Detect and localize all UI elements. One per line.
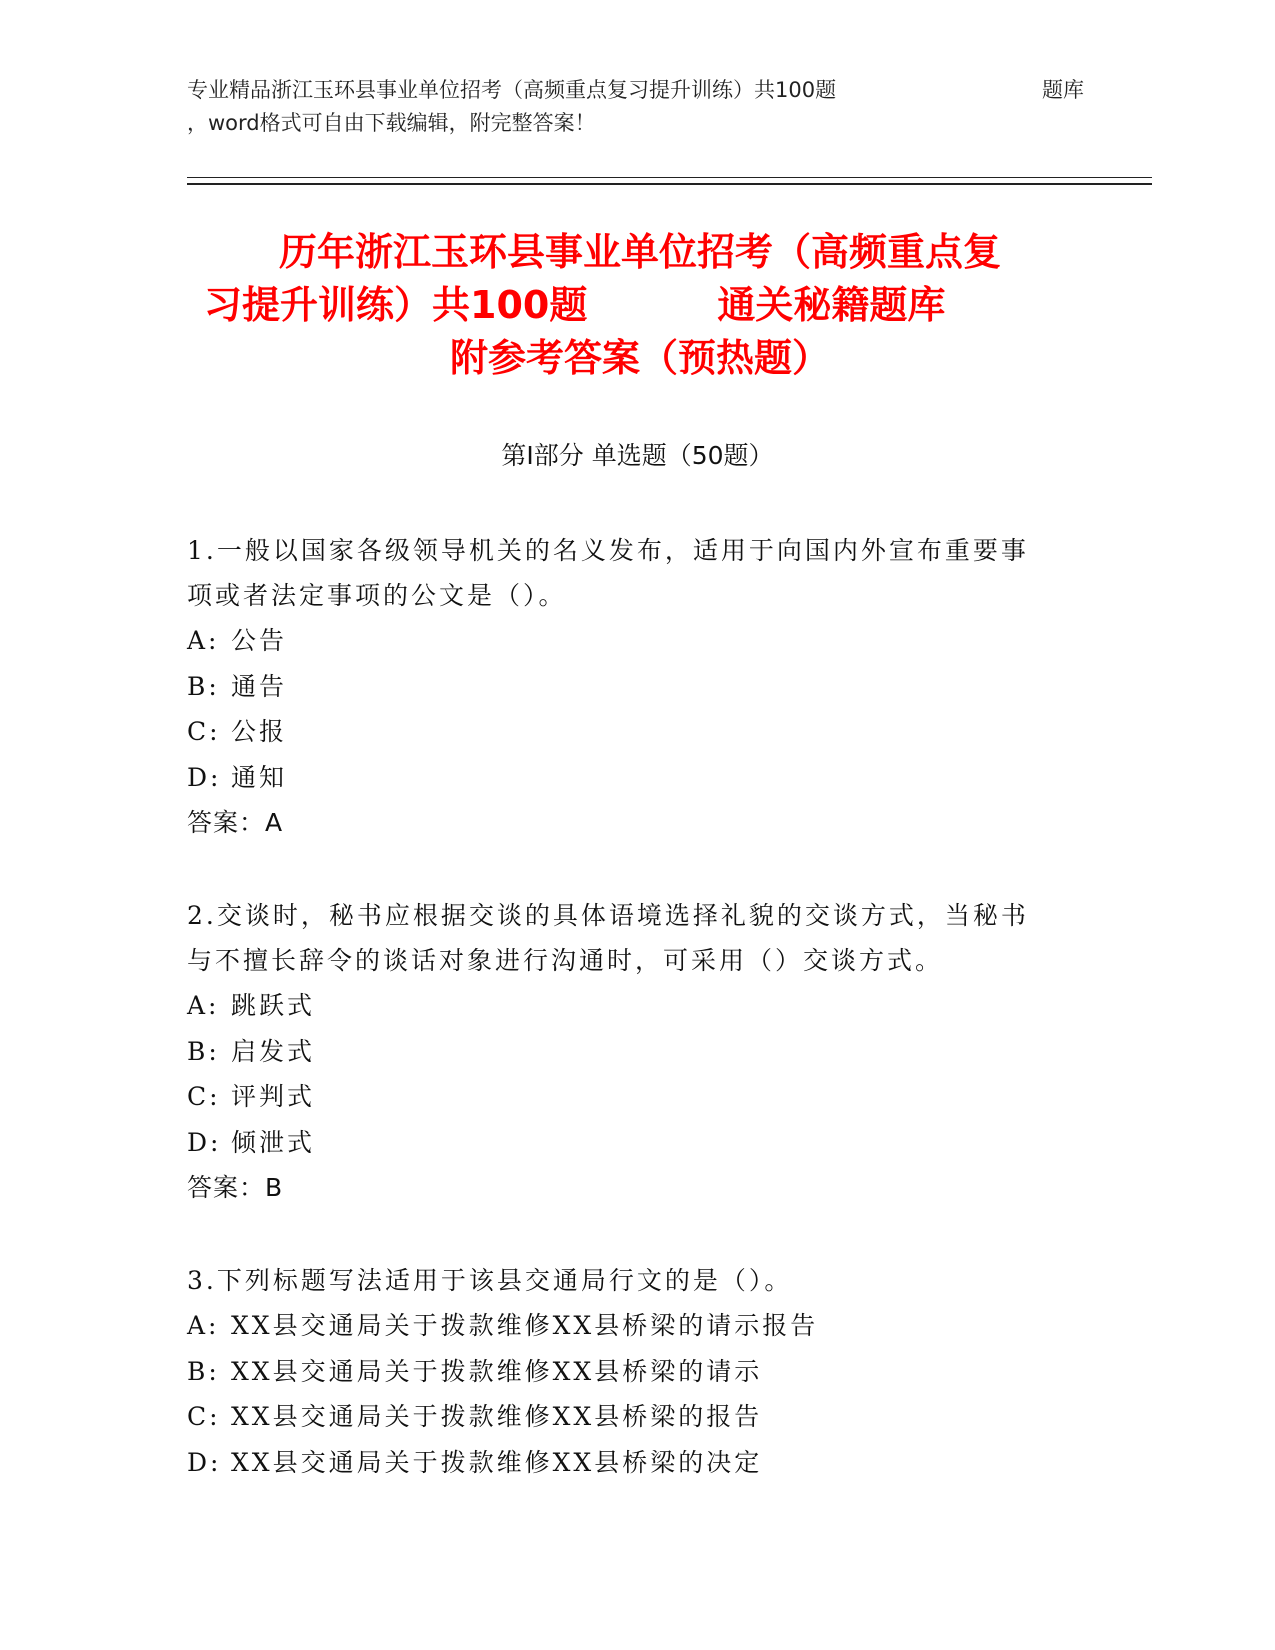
answer-line: 答案：A: [187, 808, 284, 837]
header-subtitle: ，word格式可自由下载编辑，附完整答案！: [187, 111, 596, 135]
option-label: C:: [187, 1402, 221, 1431]
question-stem-line: 2.交谈时，秘书应根据交谈的具体语境选择礼貌的交谈方式，当秘书: [187, 901, 1029, 930]
option-label: D:: [187, 1447, 222, 1477]
option-label: D:: [187, 762, 222, 792]
document-title: [190, 226, 1090, 385]
option-text: 通知: [231, 762, 288, 792]
option-label: C:: [187, 1082, 221, 1111]
option-label: C:: [187, 717, 221, 746]
option-b: [187, 1029, 1067, 1075]
header-doc-title: 专业精品浙江玉环县事业单位招考（高频重点复习提升训练）共100题: [187, 78, 837, 102]
option-text: 倾泄式: [231, 1127, 316, 1157]
option-d: [187, 1440, 1067, 1486]
question-stem-line: 3.下列标题写法适用于该县交通局行文的是（）。: [187, 1266, 793, 1295]
title-line-2-part-a: 习提升训练）共100题: [204, 283, 588, 327]
answer-line: 答案：B: [187, 1173, 284, 1202]
question-stem-line: 1.一般以国家各级领导机关的名义发布，适用于向国内外宣布重要事: [187, 536, 1029, 565]
option-text: 启发式: [231, 1036, 316, 1066]
option-label: B:: [187, 1356, 220, 1386]
title-line-1: 历年浙江玉环县事业单位招考（高频重点复: [278, 230, 1001, 274]
option-a: [187, 1303, 1067, 1349]
question-stem-line: 项或者法定事项的公文是（）。: [187, 581, 567, 610]
header-divider-thick: [187, 183, 1152, 185]
section-heading: 第Ⅰ部分 单选题（50题）: [501, 441, 774, 470]
question-list: [187, 528, 1067, 1533]
option-text: 公告: [231, 626, 288, 655]
header-tag: 题库: [1042, 78, 1084, 102]
option-label: A:: [187, 991, 220, 1020]
option-c: [187, 1074, 1067, 1120]
option-a: [187, 618, 1067, 664]
question-1: [187, 528, 1067, 845]
option-text: 评判式: [231, 1082, 316, 1111]
header-line-1: [187, 74, 1084, 107]
option-text: XX县交通局关于拨款维修XX县桥梁的请示报告: [231, 1311, 819, 1340]
option-label: B:: [187, 671, 220, 701]
option-b: [187, 664, 1067, 710]
option-label: D:: [187, 1127, 222, 1157]
header-divider-thin: [187, 177, 1152, 178]
question-2: [187, 893, 1067, 1210]
option-d: [187, 755, 1067, 801]
option-text: 公报: [231, 717, 288, 746]
option-label: A:: [187, 626, 220, 655]
option-text: XX县交通局关于拨款维修XX县桥梁的报告: [231, 1402, 763, 1431]
option-a: [187, 983, 1067, 1029]
question-stem-line: 与不擅长辞令的谈话对象进行沟通时，可采用（）交谈方式。: [187, 946, 944, 975]
option-c: [187, 1394, 1067, 1440]
option-text: 通告: [231, 671, 288, 701]
option-d: [187, 1120, 1067, 1166]
title-line-3: 附参考答案（预热题）: [449, 336, 830, 380]
option-c: [187, 709, 1067, 755]
option-text: XX县交通局关于拨款维修XX县桥梁的决定: [231, 1447, 763, 1477]
question-3: [187, 1258, 1067, 1485]
option-label: A:: [187, 1311, 220, 1340]
page-header: [187, 74, 1147, 140]
option-text: 跳跃式: [231, 991, 316, 1020]
option-b: [187, 1349, 1067, 1395]
option-text: XX县交通局关于拨款维修XX县桥梁的请示: [231, 1356, 763, 1386]
title-line-2: [190, 279, 1090, 332]
option-label: B:: [187, 1036, 220, 1066]
title-line-2-part-b: 通关秘籍题库: [717, 283, 946, 327]
